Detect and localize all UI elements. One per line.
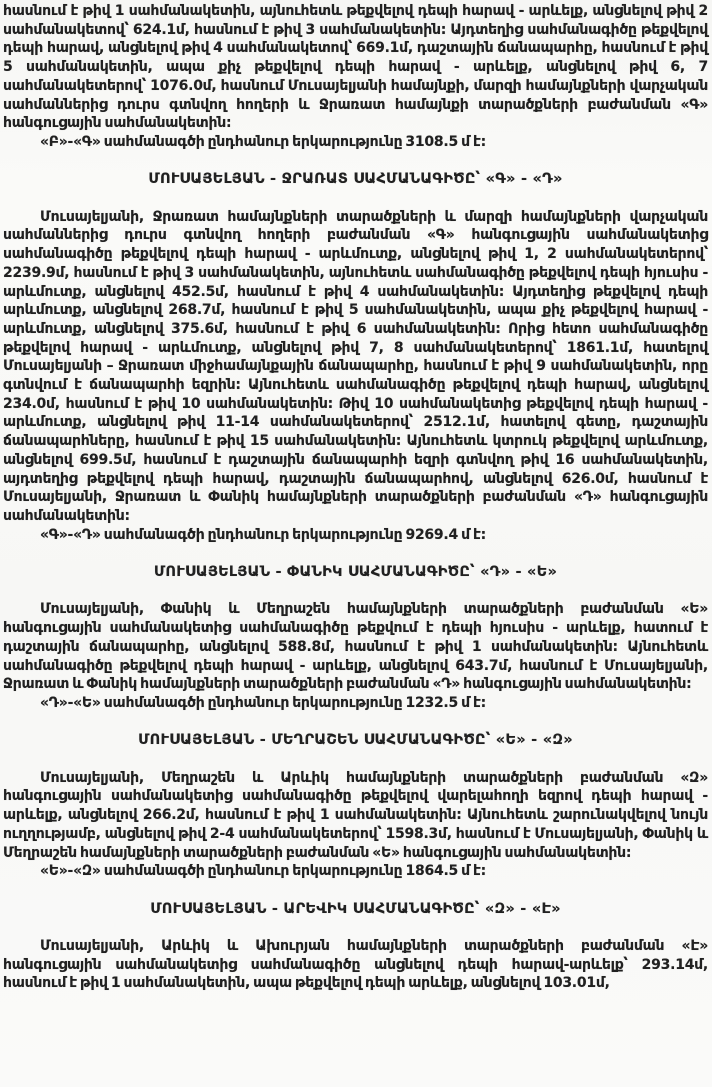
- boundary-length-summary: «Դ»-«Ե» սահմանագծի ընդհանուր երկարությունը 1232.5 մ է:: [40, 694, 486, 711]
- boundary-paragraph: Մուսայելյանի, Մեղրաշեն և Արևիկ համայնքների տարածքների բաժանման «Զ» հանգուցային սահմանակետից սահմանագիծը թեքվելով վարելահողի եզրով դեպի հարավ - արևելք, անցնելով 266.2մ, հասնում է թիվ 1 սահմանակետին: Այնուհետև շարունակվելով նույն ուղղությամբ, անցնելով թիվ 2-4 սահմանակետերով՝ 1598.3մ, հասնում է Մուսայելյանի, Փանիկ և Մեղրաշեն համայնքների տարածքների բաժանման «Ե» հանգուցային սահմանակետին:: [3, 769, 708, 861]
- section-heading: ՄՈՒՍԱՅԵԼՅԱՆ - ՓԱՆԻԿ ՍԱՀՄԱՆԱԳԻԾԸ՝ «Դ» - «Ե»: [153, 563, 558, 581]
- section-heading: ՄՈՒՍԱՅԵԼՅԱՆ - ՄԵՂՐԱՇԵՆ ՍԱՀՄԱՆԱԳԻԾԸ՝ «Ե» - «Զ»: [138, 731, 573, 749]
- boundary-paragraph: Մուսայելյանի, Փանիկ և Մեղրաշեն համայնքների տարածքների բաժանման «Ե» հանգուցային սահմանակետից սահմանագիծը թեքվում է դեպի հյուսիս - արևելք, հատում է դաշտային ճանապարհը, անցնելով 588.8մ, հասնում է թիվ 1 սահմանակետին: Այնուհետև սահմանագիծը թեքվելով դեպի հարավ - արևելք, անցնելով 643.7մ, հասնում է Մուսայելյանի, Ջրառատ և Փանիկ համայնքների տարածքների բաժանման «Դ» հանգուցային սահմանակետին:: [3, 601, 708, 693]
- boundary-length-summary: «Գ»-«Դ» սահմանագծի ընդհանուր երկարությունը 9269.4 մ է:: [40, 526, 486, 543]
- boundary-paragraph-continuation: հասնում է թիվ 1 սահմանակետին, այնուհետև թեքվելով դեպի հարավ - արևելք, անցնելով թիվ 2 սահմանակետով՝ 624.1մ, հասնում է թիվ 3 սահմանակետին: Այդտեղից սահմանագիծը թեքվելով դեպի հարավ, անցնելով թիվ 4 սահմանակետով՝ 669.1մ, դաշտային ճանապարհը, հասնում է թիվ 5 սահմանակետին, ապա քիչ թեքվելով դեպի հարավ - արևելք, անցնելով թիվ 6, 7 սահմանակետերով՝ 1076.0մ, հասնում Մուսայելյանի համայնքի, մարզի համայնքների վարչական սահմաններից դուրս գտնվող հողերի և Ջրառատ համայնքի տարածքների բաժանման «Գ» հանգուցային սահմանակետին:: [3, 3, 708, 132]
- boundary-paragraph: Մուսայելյանի, Ջրառատ համայնքների տարածքների և մարզի համայնքների վարչական սահմաններից դուրս գտնվող հողերի բաժանման «Գ» հանգուցային սահմանակետից սահմանագիծը թեքվելով դեպի հարավ - արևմուտք, անցնելով թիվ 1, 2 սահմանակետերով՝ 2239.9մ, հասնում է թիվ 3 սահմանակետին, այնուհետև սահմանագիծը թեքվելով դեպի հյուսիս - արևմուտք, անցնելով 452.5մ, հասնում է թիվ 4 սահմանակետին: Այդտեղից թեքվելով դեպի արևմուտք, անցնելով 268.7մ, հասնում է թիվ 5 սահմանակետին, ապա քիչ թեքվելով հարավ - արևմուտք, անցնելով 375.6մ, հասնում է թիվ 6 սահմանակետին: Որից հետո սահմանագիծը թեքվելով հարավ - արևմուտք, անցնելով թիվ 7, 8 սահմանակետերով՝ 1861.1մ, հատելով Մուսայելյանի – Ջրառատ միջհամայնքային ճանապարհը, հասնում է թիվ 9 սահմանակետին, որը գտնվում է ճանապարհի եզրին: Այնուհետև սահմանագիծը թեքվելով դեպի հարավ, անցնելով 234.0մ, հասնում է թիվ 10 սահմանակետին: Թիվ 10 սահմանակետից թեքվելով դեպի հարավ - արևմուտք, անցնելով թիվ 11-14 սահմանակետերով՝ 2512.1մ, հատելով գետը, դաշտային ճանապարհները, հասնում է թիվ 15 սահմանակետին: Այնուհետև կտրուկ թեքվելով արևմուտք, անցնելով 699.5մ, հասնում է դաշտային ճանապարհի եզրի գտնվող թիվ 16 սահմանակետին, այդտեղից թեքվելով դեպի հարավ, դաշտային ճանապարհով, անցնելով 626.0մ, հասնում է Մուսայելյանի, Ջրառատ և Փանիկ համայնքների տարածքների բաժանման «Դ» հանգուցային սահմանակետին:: [3, 208, 708, 524]
- section-heading: ՄՈՒՍԱՅԵԼՅԱՆ - ԱՐԵՎԻԿ ՍԱՀՄԱՆԱԳԻԾԸ՝ «Զ» - «Է»: [150, 899, 561, 917]
- document-body: [3, 2, 708, 993]
- section-heading: ՄՈՒՍԱՅԵԼՅԱՆ - ՋՐԱՌԱՏ ՍԱՀՄԱՆԱԳԻԾԸ՝ «Գ» - «Դ»: [148, 170, 563, 188]
- boundary-length-summary: «Բ»-«Գ» սահմանագծի ընդհանուր երկարությունը 3108.5 մ է:: [40, 133, 486, 150]
- boundary-length-summary: «Ե»-«Զ» սահմանագծի ընդհանուր երկարությունը 1864.5 մ է:: [40, 863, 487, 880]
- boundary-paragraph: Մուսայելյանի, Արևիկ և Ախուրյան համայնքների տարածքների բաժանման «Է» հանգուցային սահմանակետից սահմանագիծը անցնելով դեպի հարավ-արևելք՝ 293.14մ, հասնում է թիվ 1 սահմանակետին, ապա թեքվելով դեպի արևելք, անցնելով 103.01մ,: [3, 938, 708, 992]
